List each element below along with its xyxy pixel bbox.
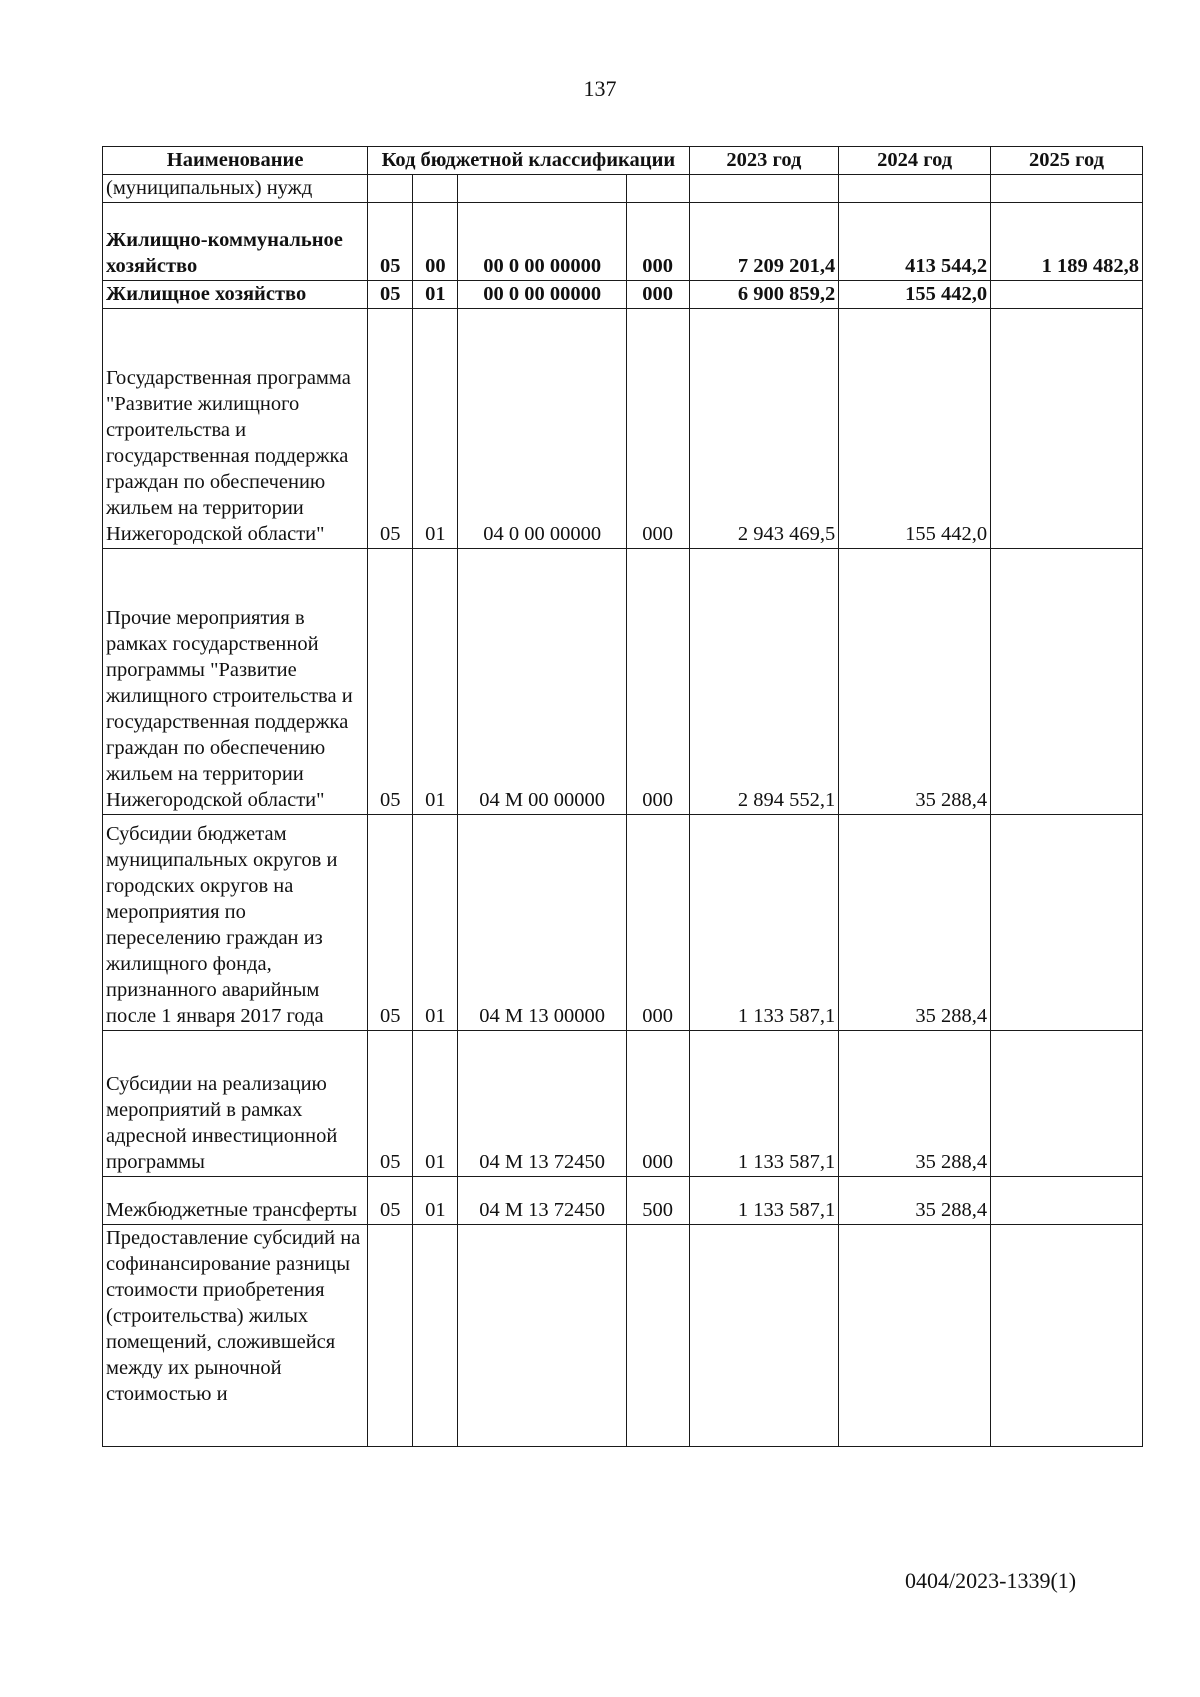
row-value-2025: 1 189 482,8 (991, 203, 1143, 281)
row-value-2025 (991, 549, 1143, 815)
row-value-2024: 35 288,4 (839, 815, 991, 1031)
row-value-2025 (991, 1177, 1143, 1225)
row-subsection-code: 01 (413, 549, 458, 815)
table-row (103, 203, 1143, 281)
table-row (103, 1225, 1143, 1447)
budget-table (102, 146, 1143, 1447)
row-name: Предоставление субсидий на софинансирование разницы стоимости приобретения (строительства) жилых помещений, сложившейся между их рыночной стоимостью и (103, 1225, 368, 1447)
row-target-code: 00 0 00 00000 (458, 203, 626, 281)
row-section-code (368, 175, 413, 203)
row-name: Государственная программа "Развитие жилищного строительства и государственная поддержка граждан по обеспечению жильем на территории Нижегородской области" (103, 309, 368, 549)
row-value-2024: 35 288,4 (839, 549, 991, 815)
row-expense-type-code: 000 (626, 549, 689, 815)
page-number: 137 (583, 76, 617, 101)
row-expense-type-code: 000 (626, 815, 689, 1031)
table-row (103, 815, 1143, 1031)
row-section-code: 05 (368, 549, 413, 815)
row-target-code (458, 1225, 626, 1447)
row-value-2023 (689, 175, 839, 203)
row-value-2023: 2 894 552,1 (689, 549, 839, 815)
row-value-2025 (991, 281, 1143, 309)
row-name: Жилищно-коммунальное хозяйство (103, 203, 368, 281)
row-expense-type-code (626, 175, 689, 203)
row-expense-type-code: 000 (626, 309, 689, 549)
row-value-2024 (839, 1225, 991, 1447)
header-2023: 2023 год (689, 147, 839, 175)
table-row (103, 309, 1143, 549)
row-value-2024: 35 288,4 (839, 1177, 991, 1225)
row-value-2025 (991, 1225, 1143, 1447)
row-target-code: 04 М 13 72450 (458, 1031, 626, 1177)
row-expense-type-code: 000 (626, 1031, 689, 1177)
row-value-2024: 155 442,0 (839, 281, 991, 309)
row-value-2023: 6 900 859,2 (689, 281, 839, 309)
row-value-2025 (991, 815, 1143, 1031)
row-expense-type-code: 000 (626, 281, 689, 309)
row-section-code: 05 (368, 309, 413, 549)
header-row (103, 147, 1143, 175)
table-row (103, 1177, 1143, 1225)
row-value-2025 (991, 309, 1143, 549)
row-value-2024: 155 442,0 (839, 309, 991, 549)
table-row (103, 175, 1143, 203)
row-target-code: 04 М 13 00000 (458, 815, 626, 1031)
header-code: Код бюджетной классификации (368, 147, 689, 175)
row-value-2023: 7 209 201,4 (689, 203, 839, 281)
row-expense-type-code: 000 (626, 203, 689, 281)
table-row (103, 281, 1143, 309)
row-section-code: 05 (368, 203, 413, 281)
row-name: Субсидии на реализацию мероприятий в рамках адресной инвестиционной программы (103, 1031, 368, 1177)
row-target-code (458, 175, 626, 203)
row-expense-type-code (626, 1225, 689, 1447)
row-section-code (368, 1225, 413, 1447)
row-value-2024 (839, 175, 991, 203)
row-target-code: 04 0 00 00000 (458, 309, 626, 549)
row-target-code: 04 М 13 72450 (458, 1177, 626, 1225)
row-value-2023: 1 133 587,1 (689, 1031, 839, 1177)
row-subsection-code: 01 (413, 309, 458, 549)
row-target-code: 00 0 00 00000 (458, 281, 626, 309)
row-value-2023: 1 133 587,1 (689, 1177, 839, 1225)
row-subsection-code: 01 (413, 815, 458, 1031)
row-value-2024: 413 544,2 (839, 203, 991, 281)
row-name: (муниципальных) нужд (103, 175, 368, 203)
row-expense-type-code: 500 (626, 1177, 689, 1225)
row-name: Субсидии бюджетам муниципальных округов и городских округов на мероприятия по переселению граждан из жилищного фонда, признанного аварийным после 1 января 2017 года (103, 815, 368, 1031)
row-subsection-code (413, 1225, 458, 1447)
row-value-2023: 2 943 469,5 (689, 309, 839, 549)
row-subsection-code: 01 (413, 1031, 458, 1177)
row-subsection-code: 01 (413, 1177, 458, 1225)
row-subsection-code: 01 (413, 281, 458, 309)
row-value-2025 (991, 175, 1143, 203)
row-value-2023: 1 133 587,1 (689, 815, 839, 1031)
row-section-code: 05 (368, 1177, 413, 1225)
row-name: Прочие мероприятия в рамках государственной программы "Развитие жилищного строительства и государственная поддержка граждан по обеспечению жильем на территории Нижегородской области" (103, 549, 368, 815)
row-value-2024: 35 288,4 (839, 1031, 991, 1177)
row-subsection-code (413, 175, 458, 203)
row-value-2025 (991, 1031, 1143, 1177)
table-row (103, 549, 1143, 815)
row-section-code: 05 (368, 815, 413, 1031)
row-subsection-code: 00 (413, 203, 458, 281)
row-name: Межбюджетные трансферты (103, 1177, 368, 1225)
row-section-code: 05 (368, 1031, 413, 1177)
header-2024: 2024 год (839, 147, 991, 175)
row-section-code: 05 (368, 281, 413, 309)
row-target-code: 04 М 00 00000 (458, 549, 626, 815)
header-name: Наименование (103, 147, 368, 175)
header-2025: 2025 год (991, 147, 1143, 175)
table-row (103, 1031, 1143, 1177)
row-value-2023 (689, 1225, 839, 1447)
row-name: Жилищное хозяйство (103, 281, 368, 309)
document-code: 0404/2023-1339(1) (905, 1568, 1077, 1593)
